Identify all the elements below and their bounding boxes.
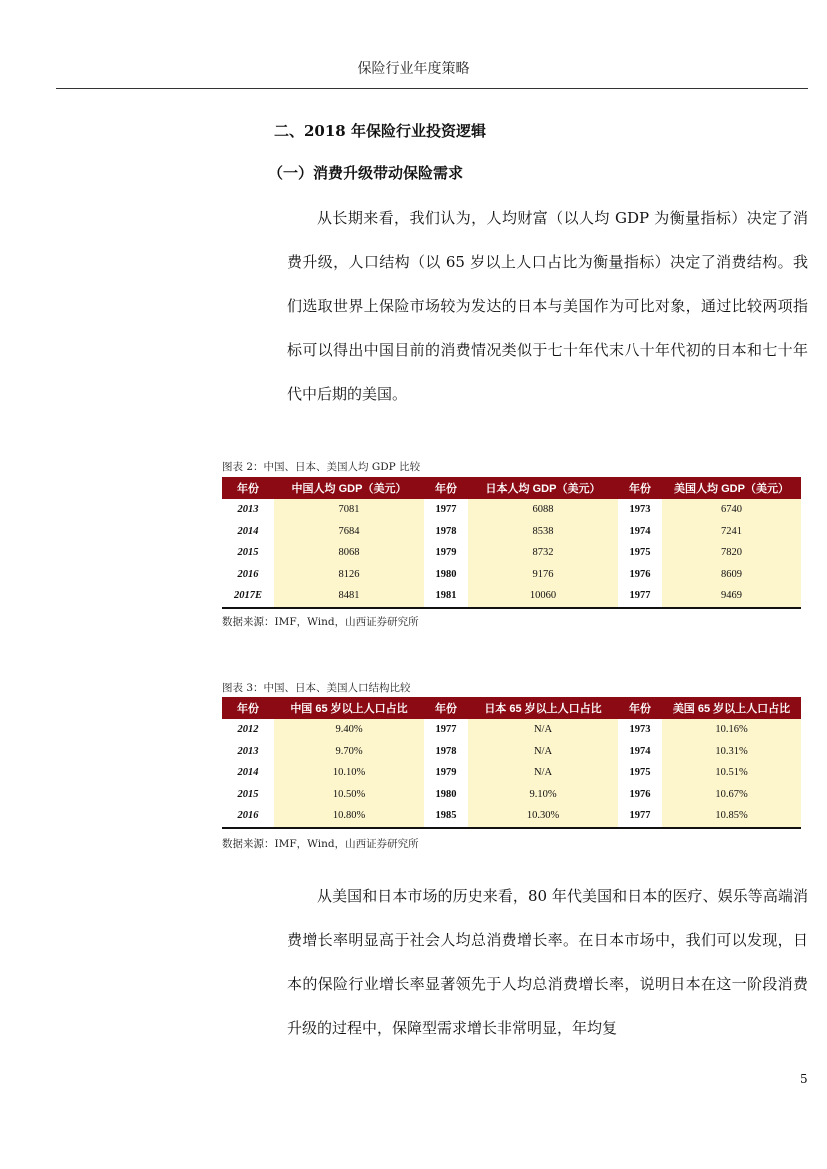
value-cell: 6740 — [662, 499, 801, 521]
year-cell: 1980 — [424, 564, 468, 586]
value-cell: 10.51% — [662, 762, 801, 784]
value-cell: 9176 — [468, 564, 618, 586]
value-cell: 7820 — [662, 542, 801, 564]
value-cell: 6088 — [468, 499, 618, 521]
year-cell: 2013 — [222, 741, 274, 763]
year-cell: 1975 — [618, 542, 662, 564]
column-header: 日本 65 岁以上人口占比 — [468, 697, 618, 719]
value-cell: 10.50% — [274, 784, 424, 806]
year-cell: 1979 — [424, 762, 468, 784]
year-cell: 1973 — [618, 719, 662, 741]
year-cell: 1976 — [618, 564, 662, 586]
year-cell: 1974 — [618, 741, 662, 763]
population-structure-table — [222, 697, 801, 829]
year-cell: 2016 — [222, 564, 274, 586]
value-cell: 10.31% — [662, 741, 801, 763]
column-header: 中国人均 GDP（美元） — [274, 477, 424, 499]
value-cell: 10.16% — [662, 719, 801, 741]
year-cell: 1975 — [618, 762, 662, 784]
value-cell: 10.67% — [662, 784, 801, 806]
value-cell: 9.10% — [468, 784, 618, 806]
value-cell: 7241 — [662, 521, 801, 543]
year-cell: 1978 — [424, 521, 468, 543]
table-row — [222, 805, 801, 828]
value-cell: 10060 — [468, 585, 618, 608]
value-cell: 7081 — [274, 499, 424, 521]
year-cell: 1974 — [618, 521, 662, 543]
table-body — [222, 719, 801, 828]
table-source-population: 数据来源：IMF，Wind，山西证券研究所 — [222, 838, 419, 850]
year-cell: 1978 — [424, 741, 468, 763]
value-cell: N/A — [468, 762, 618, 784]
column-header: 中国 65 岁以上人口占比 — [274, 697, 424, 719]
running-header: 保险行业年度策略 — [357, 61, 470, 77]
year-cell: 1977 — [618, 805, 662, 828]
year-cell: 1977 — [424, 719, 468, 741]
value-cell: 8732 — [468, 542, 618, 564]
page-number: 5 — [800, 1072, 808, 1086]
column-header: 年份 — [222, 697, 274, 719]
gdp-comparison-table — [222, 477, 801, 609]
table-body — [222, 499, 801, 608]
year-cell: 1979 — [424, 542, 468, 564]
table-header-row — [222, 697, 801, 719]
year-cell: 1977 — [424, 499, 468, 521]
value-cell: 10.10% — [274, 762, 424, 784]
paragraph-text: 从美国和日本市场的历史来看，80 年代美国和日本的医疗、娱乐等高端消费增长率明显高于社会人均总消费增长率。在日本市场中，我们可以发现，日本的保险行业增长率显著领先于人均总消费增长率，说明日本在这一阶段消费升级的过程中，保障型需求增长非常明显，年均复 — [287, 887, 808, 1037]
table-row — [222, 542, 801, 564]
table-row — [222, 784, 801, 806]
column-header: 年份 — [618, 697, 662, 719]
table-header-row — [222, 477, 801, 499]
year-cell: 2013 — [222, 499, 274, 521]
year-cell: 2014 — [222, 762, 274, 784]
value-cell: 8126 — [274, 564, 424, 586]
value-cell: 8481 — [274, 585, 424, 608]
header-divider — [56, 88, 808, 89]
paragraph-text: 从长期来看，我们认为，人均财富（以人均 GDP 为衡量指标）决定了消费升级，人口结构（以 65 岁以上人口占比为衡量指标）决定了消费结构。我们选取世界上保险市场较为发达的日本与美国作为可比对象，通过比较两项指标可以得出中国目前的消费情况类似于七十年代末八十年代初的日本和七十年代中后期的美国。 — [287, 209, 808, 403]
column-header: 年份 — [424, 697, 468, 719]
year-cell: 2015 — [222, 784, 274, 806]
value-cell: N/A — [468, 719, 618, 741]
year-cell: 1973 — [618, 499, 662, 521]
column-header: 美国 65 岁以上人口占比 — [662, 697, 801, 719]
value-cell: 9.70% — [274, 741, 424, 763]
table-row — [222, 499, 801, 521]
year-cell: 2017E — [222, 585, 274, 608]
table-caption-population: 图表 3：中国、日本、美国人口结构比较 — [222, 682, 411, 694]
year-cell: 2015 — [222, 542, 274, 564]
table-row — [222, 719, 801, 741]
value-cell: 8068 — [274, 542, 424, 564]
value-cell: 9.40% — [274, 719, 424, 741]
subsection-heading: （一）消费升级带动保险需求 — [268, 164, 464, 182]
value-cell: 8538 — [468, 521, 618, 543]
column-header: 年份 — [424, 477, 468, 499]
table-caption-gdp: 图表 2：中国、日本、美国人均 GDP 比较 — [222, 461, 421, 473]
section-heading: 二、2018 年保险行业投资逻辑 — [274, 122, 486, 140]
table-row — [222, 585, 801, 608]
body-paragraph-2 — [287, 874, 808, 1050]
value-cell: 7684 — [274, 521, 424, 543]
value-cell: 10.85% — [662, 805, 801, 828]
value-cell: 10.30% — [468, 805, 618, 828]
year-cell: 1976 — [618, 784, 662, 806]
year-cell: 2014 — [222, 521, 274, 543]
year-cell: 2012 — [222, 719, 274, 741]
value-cell: 9469 — [662, 585, 801, 608]
value-cell: 10.80% — [274, 805, 424, 828]
value-cell: 8609 — [662, 564, 801, 586]
column-header: 年份 — [618, 477, 662, 499]
column-header: 美国人均 GDP（美元） — [662, 477, 801, 499]
year-cell: 2016 — [222, 805, 274, 828]
table-row — [222, 521, 801, 543]
table-row — [222, 564, 801, 586]
value-cell: N/A — [468, 741, 618, 763]
body-paragraph-1 — [287, 196, 808, 416]
year-cell: 1980 — [424, 784, 468, 806]
column-header: 日本人均 GDP（美元） — [468, 477, 618, 499]
table-row — [222, 741, 801, 763]
year-cell: 1981 — [424, 585, 468, 608]
year-cell: 1977 — [618, 585, 662, 608]
year-cell: 1985 — [424, 805, 468, 828]
table-row — [222, 762, 801, 784]
column-header: 年份 — [222, 477, 274, 499]
table-source-gdp: 数据来源：IMF，Wind，山西证券研究所 — [222, 616, 419, 628]
